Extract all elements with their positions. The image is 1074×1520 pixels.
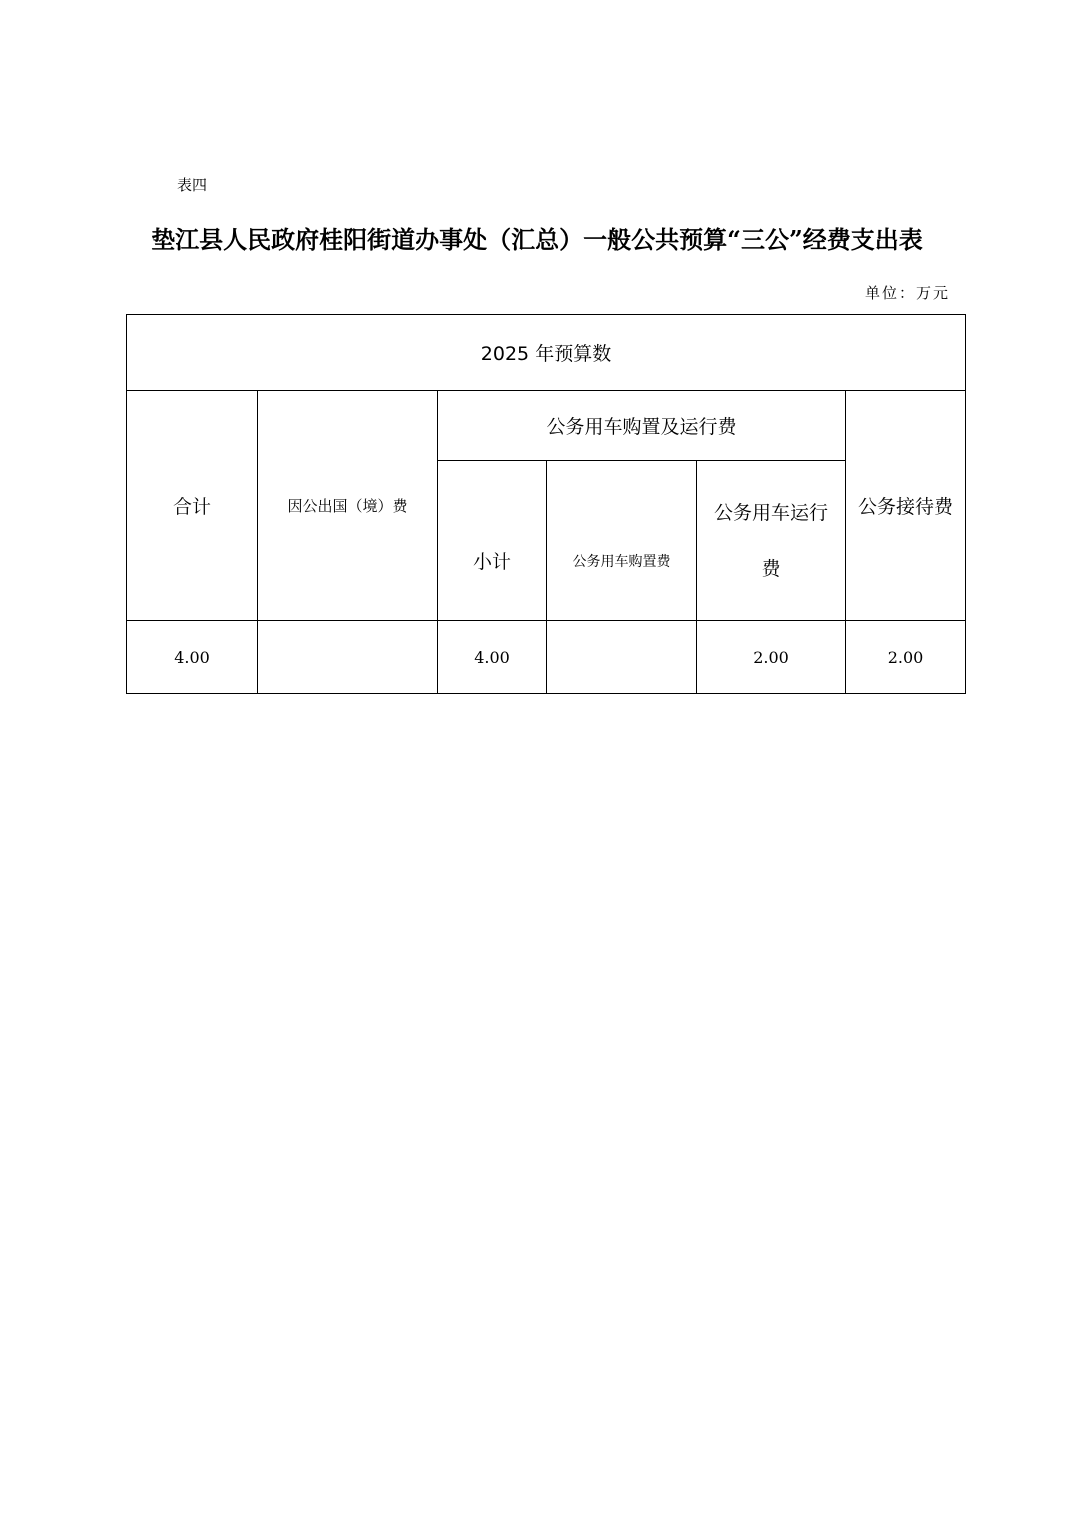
- table-number: 表四: [177, 176, 208, 194]
- header-vehicle-purchase: 公务用车购置费: [547, 461, 697, 621]
- year-header-row: [127, 315, 966, 391]
- year-header-cell: 2025 年预算数: [127, 315, 966, 391]
- header-vehicle-group: 公务用车购置及运行费: [438, 391, 846, 461]
- data-row: [127, 621, 966, 694]
- cell-total: 4.00: [127, 621, 258, 694]
- document-title: 垫江县人民政府桂阳街道办事处（汇总）一般公共预算“三公”经费支出表: [151, 225, 923, 254]
- header-vehicle-operation: 公务用车运行费: [697, 461, 846, 621]
- budget-table: [126, 314, 966, 694]
- unit-label: 单位：万元: [864, 284, 950, 302]
- header-row-1: [127, 391, 966, 461]
- cell-subtotal: 4.00: [438, 621, 547, 694]
- cell-vehicle-operation: 2.00: [697, 621, 846, 694]
- cell-overseas: [258, 621, 438, 694]
- header-overseas: 因公出国（境）费: [258, 391, 438, 621]
- cell-reception: 2.00: [846, 621, 966, 694]
- cell-vehicle-purchase: [547, 621, 697, 694]
- header-subtotal: 小计: [438, 461, 547, 621]
- header-total: 合计: [127, 391, 258, 621]
- header-reception: 公务接待费: [846, 391, 966, 621]
